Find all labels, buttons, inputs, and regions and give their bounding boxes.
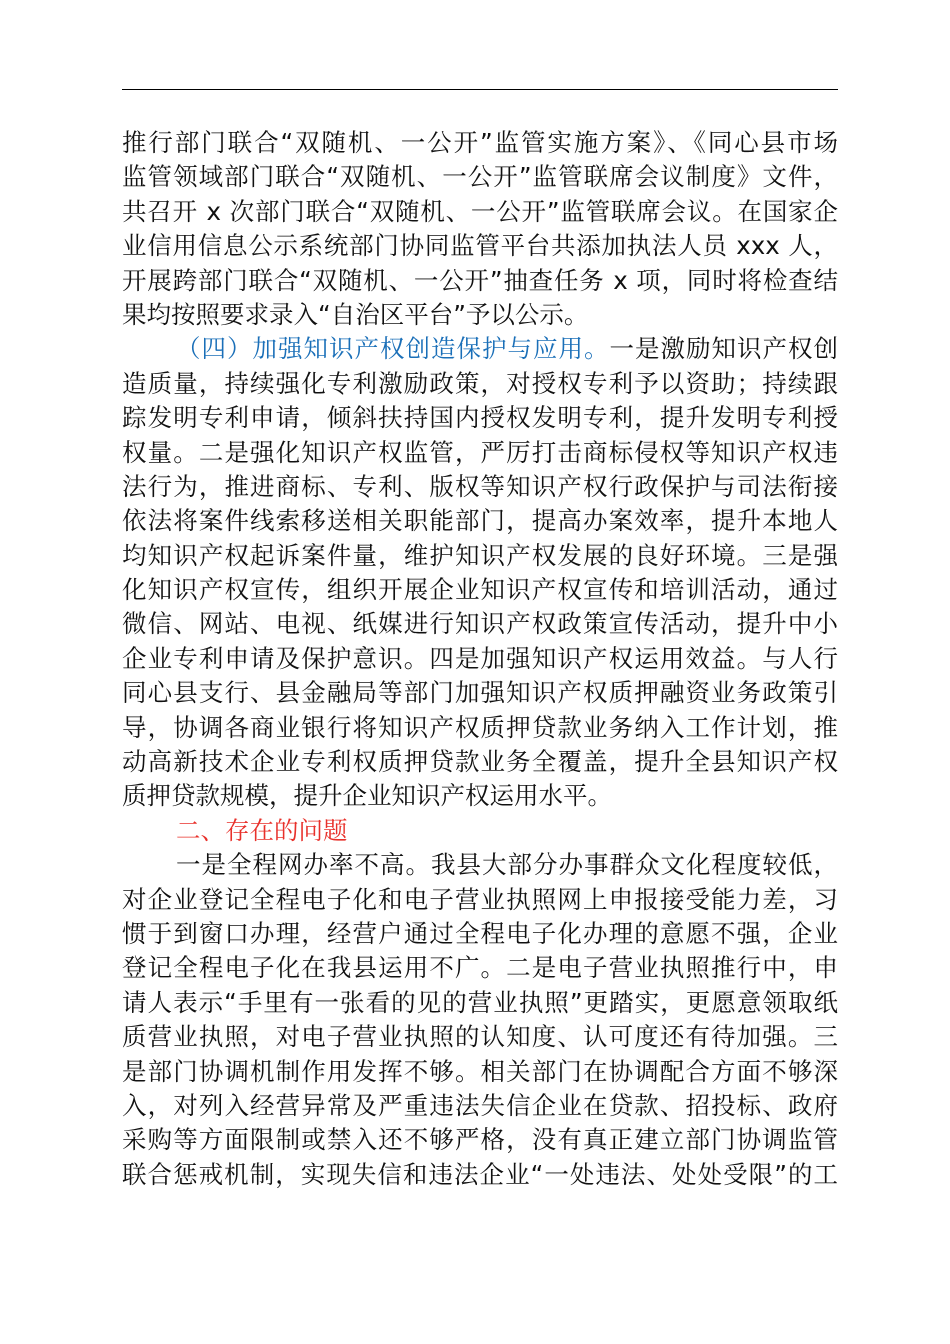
para2-line: 均知识产权起诉案件量，维护知识产权发展的良好环境。三是强 — [122, 540, 838, 570]
para3-line: 请人表示“手里有一张看的见的营业执照”更踏实，更愿意领取纸 — [122, 987, 838, 1017]
para2-first-line — [122, 332, 838, 366]
para3-line: 联合惩戒机制，实现失信和违法企业“一处违法、处处受限”的工 — [122, 1159, 838, 1189]
para2-line: 依法将案件线索移送相关职能部门，提高办案效率，提升本地人 — [122, 506, 838, 536]
para2-line: 企业专利申请及保护意识。四是加强知识产权运用效益。与人行 — [122, 643, 838, 673]
section-heading-problems: 二、存在的问题 — [176, 815, 348, 845]
para2-line: 法行为，推进商标、专利、版权等知识产权行政保护与司法衔接 — [122, 471, 838, 501]
para2-line: 同心县支行、县金融局等部门加强知识产权质押融资业务政策引 — [122, 678, 838, 708]
para2-line: 微信、网站、电视、纸媒进行知识产权政策宣传活动，提升中小 — [122, 609, 838, 639]
header-rule — [122, 89, 838, 90]
para1-line: 业信用信息公示系统部门协同监管平台共添加执法人员 xxx 人， — [122, 231, 838, 261]
para3-line: 惯于到窗口办理，经营户通过全程电子化办理的意愿不强，企业 — [122, 918, 838, 948]
para1-line: 推行部门联合“双随机、一公开”监管实施方案》、《同心县市场 — [122, 128, 838, 157]
para3-line: 采购等方面限制或禁入还不够严格，没有真正建立部门协调监管 — [122, 1125, 838, 1155]
para3-line: 是部门协调机制作用发挥不够。相关部门在协调配合方面不够深 — [122, 1056, 838, 1086]
para1-line: 果均按照要求录入“自治区平台”予以公示。 — [122, 299, 589, 329]
para2-first-line-rest: 一是激励知识产权创 — [609, 334, 838, 364]
para1-line: 开展跨部门联合“双随机、一公开”抽查任务 x 项，同时将检查结 — [122, 265, 838, 295]
para3-line: 入，对列入经营异常及严重违法失信企业在贷款、招投标、政府 — [122, 1090, 838, 1120]
para1-line: 监管领域部门联合“双随机、一公开”监管联席会议制度》文件， — [122, 162, 838, 192]
para2-line: 化知识产权宣传，组织开展企业知识产权宣传和培训活动，通过 — [122, 575, 838, 605]
para3-line: 对企业登记全程电子化和电子营业执照网上申报接受能力差，习 — [122, 884, 838, 914]
para2-line: 踪发明专利申请，倾斜扶持国内授权发明专利，提升发明专利授 — [122, 403, 838, 433]
document-body — [122, 126, 838, 1192]
para2-line: 质押贷款规模，提升企业知识产权运用水平。 — [122, 781, 612, 811]
para3-line: 质营业执照，对电子营业执照的认知度、认可度还有待加强。三 — [122, 1022, 838, 1052]
para2-line: 导，协调各商业银行将知识产权质押贷款业务纳入工作计划，推 — [122, 712, 838, 742]
para2-line: 造质量，持续强化专利激励政策，对授权专利予以资助；持续跟 — [122, 368, 838, 398]
para3-line: 登记全程电子化在我县运用不广。二是电子营业执照推行中，申 — [122, 953, 838, 983]
subheading-intellectual-property: （四）加强知识产权创造保护与应用。 — [176, 334, 610, 364]
para1-line: 共召开 x 次部门联合“双随机、一公开”监管联席会议。在国家企 — [122, 196, 838, 226]
para3-line: 一是全程网办率不高。我县大部分办事群众文化程度较低， — [176, 850, 838, 880]
para2-line: 动高新技术企业专利权质押贷款业务全覆盖，提升全县知识产权 — [122, 747, 838, 777]
para2-line: 权量。二是强化知识产权监管，严厉打击商标侵权等知识产权违 — [122, 437, 838, 467]
